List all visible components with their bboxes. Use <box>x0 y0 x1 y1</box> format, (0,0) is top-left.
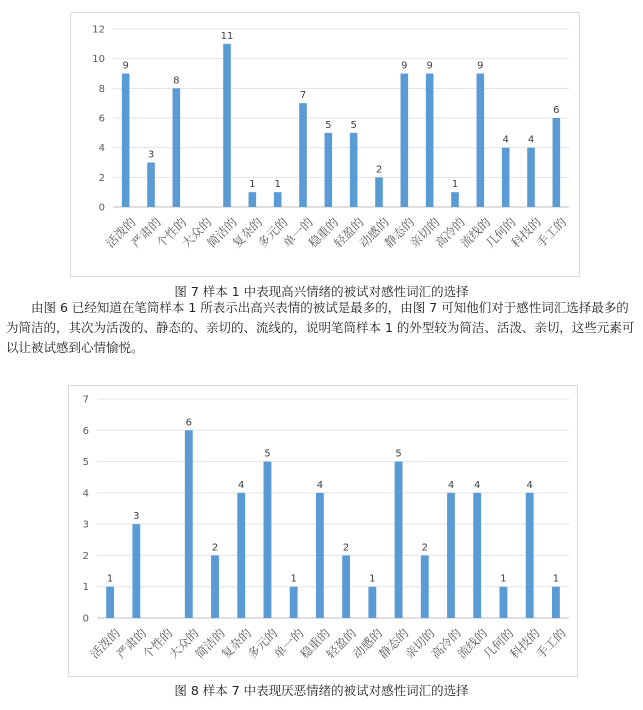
x-tick-label: 稳重的 <box>305 215 342 251</box>
bar <box>395 462 403 618</box>
bar <box>526 493 534 618</box>
x-tick-label: 科技的 <box>507 626 543 662</box>
data-label: 11 <box>220 30 234 42</box>
data-label: 4 <box>527 134 535 146</box>
bar <box>375 177 383 207</box>
data-label: 2 <box>375 164 383 176</box>
x-tick-label: 大众的 <box>166 626 202 662</box>
x-tick-label: 轻盈的 <box>331 215 367 251</box>
bar <box>264 462 272 618</box>
data-label: 9 <box>401 60 408 72</box>
bar <box>451 192 459 207</box>
x-tick-label: 个性的 <box>140 626 176 662</box>
y-tick-label: 2 <box>98 172 105 184</box>
x-tick-label: 复杂的 <box>218 626 255 662</box>
bar <box>502 148 510 207</box>
data-label: 1 <box>274 179 281 191</box>
bar <box>274 192 282 207</box>
x-tick-label: 个性的 <box>153 215 190 251</box>
data-label: 1 <box>369 573 376 585</box>
body-paragraph <box>6 298 638 358</box>
data-label: 4 <box>474 479 481 491</box>
data-label: 3 <box>147 149 155 161</box>
bar <box>477 74 485 208</box>
data-label: 5 <box>264 448 271 460</box>
bar <box>223 44 231 207</box>
bar <box>401 74 409 208</box>
data-label: 9 <box>426 60 433 72</box>
bar <box>132 524 140 618</box>
data-label: 6 <box>553 105 560 116</box>
y-tick-label: 4 <box>82 488 89 500</box>
x-tick-label: 流线的 <box>457 215 494 251</box>
data-label: 7 <box>299 90 307 102</box>
x-tick-label: 动感的 <box>349 626 386 662</box>
figure-8-svg <box>69 386 577 676</box>
figure-7-caption: 图 7 样本 1 中表现高兴情绪的被试对感性词汇的选择 <box>174 284 469 299</box>
x-tick-label: 复杂的 <box>229 215 266 251</box>
bar <box>350 133 358 207</box>
y-tick-label: 12 <box>92 24 105 36</box>
data-label: 1 <box>106 573 114 585</box>
bar <box>147 163 155 208</box>
data-label: 6 <box>185 417 192 429</box>
figure-7-svg <box>71 13 579 276</box>
x-tick-label: 单一的 <box>271 626 307 662</box>
y-tick-label: 8 <box>98 83 105 95</box>
bar <box>426 74 434 208</box>
data-label: 1 <box>290 573 297 585</box>
data-label: 5 <box>395 448 402 460</box>
data-label: 4 <box>502 134 509 146</box>
bar <box>447 493 455 618</box>
x-tick-label: 活泼的 <box>87 626 124 662</box>
y-tick-label: 4 <box>98 143 105 155</box>
bar <box>473 493 481 618</box>
y-tick-label: 10 <box>92 54 105 66</box>
data-label: 2 <box>342 542 350 554</box>
y-tick-label: 7 <box>82 394 89 406</box>
x-tick-label: 动感的 <box>356 215 392 251</box>
data-label: 5 <box>350 119 357 131</box>
bar <box>500 587 508 618</box>
paragraph-text: 由图 6 已经知道在笔筒样本 1 所表示出高兴表情的被试是最多的，由图 7 可知他们对于感性词汇选择最多的为简洁的，其次为活泼的、静态的、亲切的、流线的，说明笔筒样本 1 的外型较为简洁、活泼、亲切，这些元素可以让被试感到心情愉悦。 <box>6 300 635 355</box>
bar <box>290 587 298 618</box>
data-label: 3 <box>133 511 140 523</box>
x-tick-label: 轻盈的 <box>323 626 360 662</box>
figure-8-caption: 图 8 样本 7 中表现厌恶情绪的被试对感性词汇的选择 <box>174 683 469 698</box>
x-tick-label: 科技的 <box>508 215 544 251</box>
y-tick-label: 3 <box>82 519 89 531</box>
x-tick-label: 单一的 <box>280 215 316 251</box>
x-tick-label: 活泼的 <box>103 215 139 251</box>
x-tick-label: 严肃的 <box>113 626 150 662</box>
x-tick-label: 多元的 <box>244 626 281 662</box>
x-tick-label: 手工的 <box>533 626 569 662</box>
bar <box>552 587 560 618</box>
x-tick-label: 严肃的 <box>128 215 164 251</box>
x-tick-label: 稳重的 <box>297 626 333 662</box>
bar <box>173 88 181 207</box>
data-label: 9 <box>477 60 484 72</box>
data-label: 1 <box>249 179 256 191</box>
x-tick-label: 亲切的 <box>402 626 438 662</box>
data-label: 2 <box>421 542 428 554</box>
bar <box>553 118 561 207</box>
bar <box>211 555 219 618</box>
x-tick-label: 大众的 <box>179 215 215 251</box>
y-tick-label: 5 <box>82 457 89 469</box>
bar <box>106 587 114 618</box>
bar <box>325 133 333 207</box>
data-label: 9 <box>122 60 129 72</box>
data-label: 2 <box>211 542 219 554</box>
y-tick-label: 0 <box>98 202 105 214</box>
x-tick-label: 手工的 <box>533 215 570 251</box>
bar <box>122 74 130 208</box>
x-tick-label: 几何的 <box>483 215 519 251</box>
bar <box>185 430 193 618</box>
y-tick-label: 0 <box>82 613 89 625</box>
data-label: 1 <box>552 573 560 585</box>
x-tick-label: 静态的 <box>381 215 418 251</box>
x-tick-label: 简洁的 <box>204 215 240 251</box>
data-label: 5 <box>325 119 332 131</box>
y-tick-label: 6 <box>82 425 89 437</box>
figure-7-chart <box>70 12 580 277</box>
bar <box>299 103 307 207</box>
x-tick-label: 高冷的 <box>432 215 468 251</box>
data-label: 1 <box>451 179 459 191</box>
y-tick-label: 1 <box>82 582 89 594</box>
data-label: 8 <box>173 75 180 87</box>
bar <box>237 493 245 618</box>
bar <box>368 587 376 618</box>
x-tick-label: 简洁的 <box>192 626 228 662</box>
bar <box>421 555 429 618</box>
bar <box>342 555 350 618</box>
data-label: 4 <box>238 479 245 491</box>
figure-8-chart <box>68 385 578 677</box>
data-label: 4 <box>316 479 324 491</box>
y-tick-label: 6 <box>98 113 105 125</box>
x-tick-label: 静态的 <box>376 626 412 662</box>
bar <box>249 192 257 207</box>
data-label: 4 <box>447 479 455 491</box>
data-label: 4 <box>526 479 533 491</box>
bar <box>527 148 535 207</box>
x-tick-label: 几何的 <box>480 626 517 662</box>
x-tick-label: 亲切的 <box>407 215 443 251</box>
x-tick-label: 高冷的 <box>428 626 464 662</box>
data-label: 1 <box>500 573 507 585</box>
y-tick-label: 2 <box>82 550 89 562</box>
bar <box>316 493 324 618</box>
x-tick-label: 多元的 <box>255 215 291 251</box>
x-tick-label: 流线的 <box>454 626 491 662</box>
